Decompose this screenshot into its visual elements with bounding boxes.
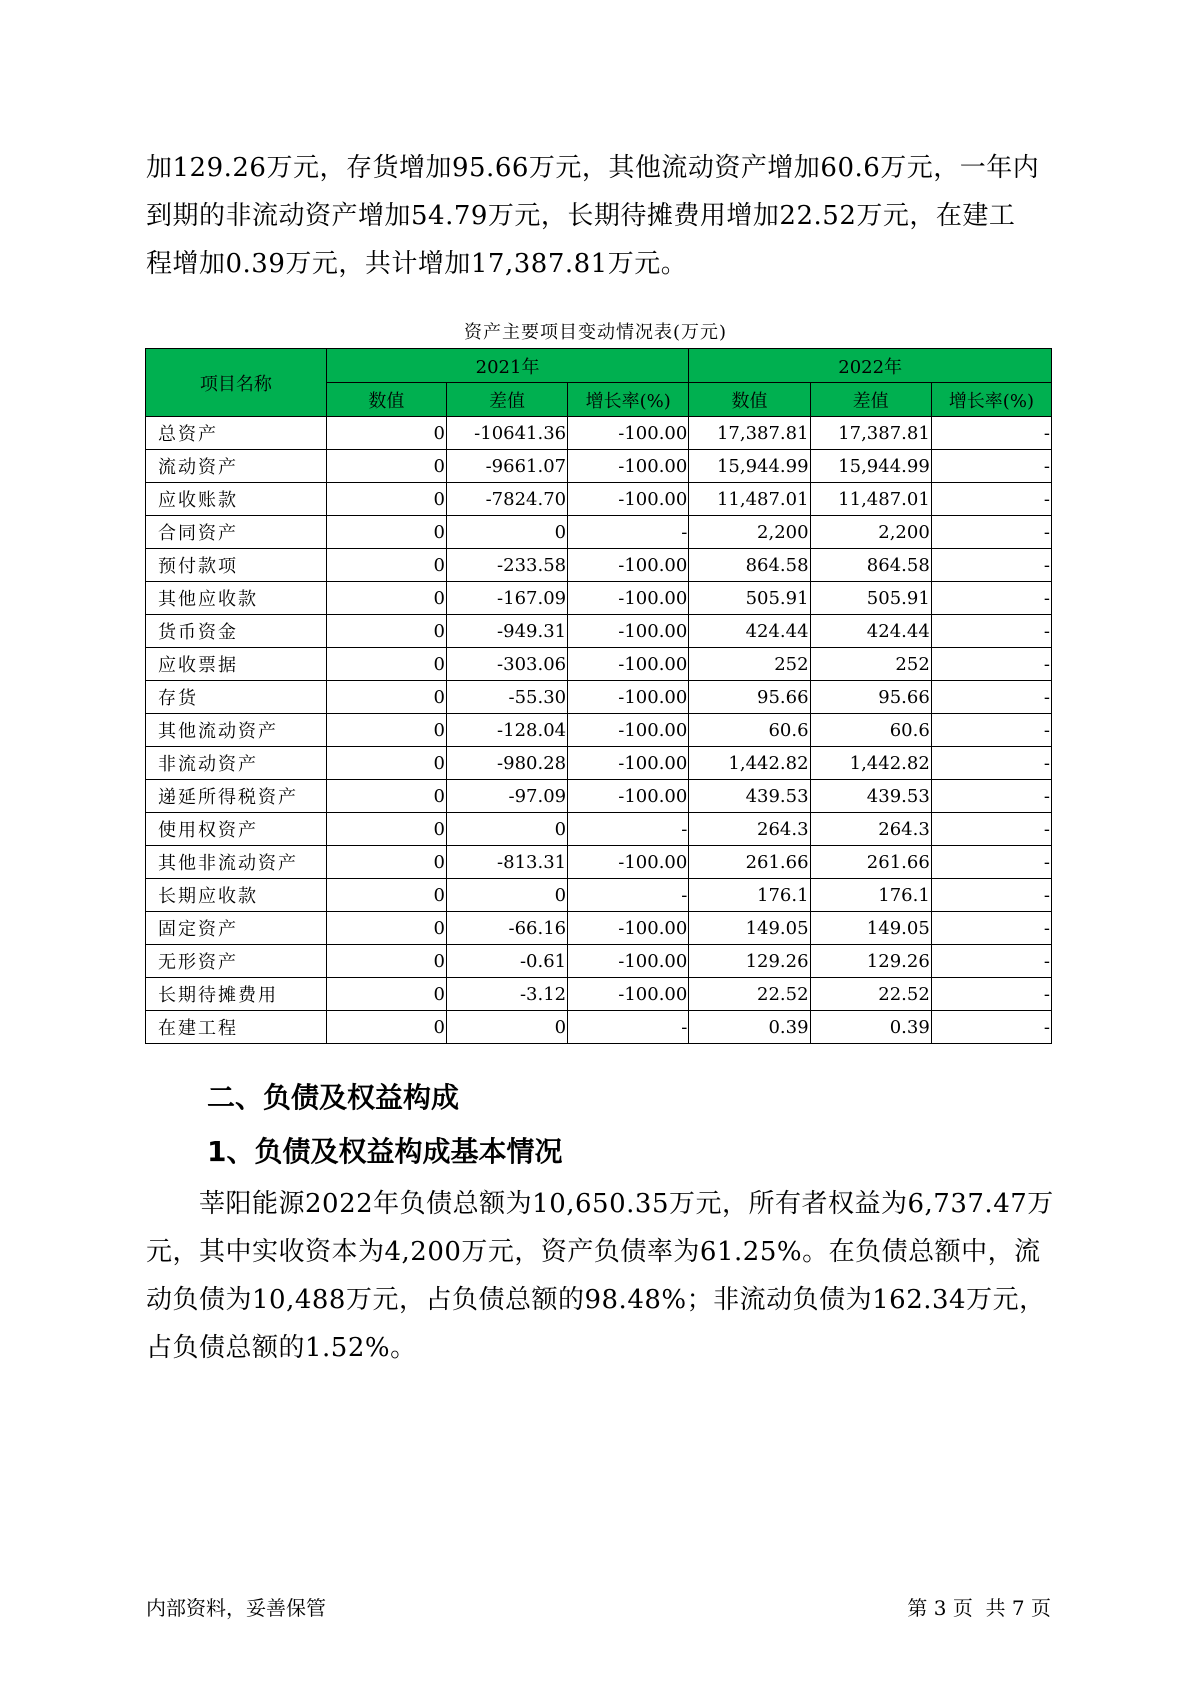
body-line: 动负债为10,488万元，占负债总额的98.48%；非流动负债为162.34万元， (146, 1285, 1046, 1315)
table-cell: 2,200 (689, 516, 810, 549)
header-year-2022: 2022年 (689, 349, 1052, 383)
row-item-name: 其他流动资产 (146, 714, 327, 747)
table-body (146, 417, 1052, 1044)
table-row (146, 615, 1052, 648)
table-cell: - (568, 879, 689, 912)
table-cell: -100.00 (568, 483, 689, 516)
table-row (146, 912, 1052, 945)
table-cell: -100.00 (568, 978, 689, 1011)
table-cell: -167.09 (446, 582, 567, 615)
table-row (146, 417, 1052, 450)
table-row (146, 582, 1052, 615)
table-row (146, 780, 1052, 813)
table-cell: 149.05 (689, 912, 810, 945)
table-cell: 0 (326, 648, 446, 681)
table-cell: 261.66 (689, 846, 810, 879)
table-cell: 129.26 (810, 945, 931, 978)
table-cell: -100.00 (568, 417, 689, 450)
table-cell: 0 (326, 549, 446, 582)
table-cell: - (931, 648, 1051, 681)
table-cell: - (931, 945, 1051, 978)
table-cell: 0 (326, 747, 446, 780)
table-cell: 0 (326, 582, 446, 615)
table-cell: 11,487.01 (810, 483, 931, 516)
table-cell: 864.58 (810, 549, 931, 582)
row-item-name: 总资产 (146, 417, 327, 450)
intro-line: 加129.26万元，存货增加95.66万元，其他流动资产增加60.6万元，一年内 (146, 153, 1040, 183)
table-cell: - (931, 1011, 1051, 1044)
table-cell: 0 (326, 813, 446, 846)
table-cell: -813.31 (446, 846, 567, 879)
subheader-diff: 差值 (446, 383, 567, 417)
body-line: 元，其中实收资本为4,200万元，资产负债率为61.25%。在负债总额中，流 (146, 1237, 1041, 1267)
table-cell: - (931, 483, 1051, 516)
table-cell: -949.31 (446, 615, 567, 648)
asset-change-table (145, 348, 1052, 1044)
table-cell: - (931, 417, 1051, 450)
table-cell: - (931, 549, 1051, 582)
table-cell: 1,442.82 (689, 747, 810, 780)
row-item-name: 无形资产 (146, 945, 327, 978)
table-row (146, 648, 1052, 681)
row-item-name: 应收票据 (146, 648, 327, 681)
table-cell: -100.00 (568, 945, 689, 978)
table-row (146, 1011, 1052, 1044)
table-cell: - (931, 846, 1051, 879)
footer-page-number: 第 3 页 共 7 页 (907, 1596, 1051, 1620)
table-cell: -233.58 (446, 549, 567, 582)
table-header-row (146, 349, 1052, 383)
header-year-2021: 2021年 (326, 349, 689, 383)
body-paragraph (146, 1180, 1054, 1372)
row-item-name: 非流动资产 (146, 747, 327, 780)
table-cell: 0 (326, 681, 446, 714)
table-row (146, 978, 1052, 1011)
table-cell: 252 (810, 648, 931, 681)
table-cell: 17,387.81 (810, 417, 931, 450)
table-cell: -7824.70 (446, 483, 567, 516)
subheader-value: 数值 (689, 383, 810, 417)
row-item-name: 货币资金 (146, 615, 327, 648)
table-cell: 0 (326, 483, 446, 516)
table-row (146, 483, 1052, 516)
table-cell: - (931, 813, 1051, 846)
table-cell: -100.00 (568, 714, 689, 747)
row-item-name: 长期应收款 (146, 879, 327, 912)
row-item-name: 使用权资产 (146, 813, 327, 846)
table-row (146, 945, 1052, 978)
table-cell: 0 (326, 417, 446, 450)
row-item-name: 预付款项 (146, 549, 327, 582)
table-cell: - (931, 516, 1051, 549)
row-item-name: 合同资产 (146, 516, 327, 549)
intro-paragraph (146, 144, 1051, 288)
table-cell: 424.44 (810, 615, 931, 648)
table-cell: 0 (326, 714, 446, 747)
table-cell: 15,944.99 (689, 450, 810, 483)
row-item-name: 应收账款 (146, 483, 327, 516)
table-cell: 176.1 (810, 879, 931, 912)
table-cell: 261.66 (810, 846, 931, 879)
subsection-heading: 1、负债及权益构成基本情况 (207, 1135, 563, 1168)
table-cell: 0 (326, 945, 446, 978)
table-row (146, 450, 1052, 483)
table-cell: -980.28 (446, 747, 567, 780)
table-row (146, 747, 1052, 780)
row-item-name: 其他非流动资产 (146, 846, 327, 879)
table-cell: 11,487.01 (689, 483, 810, 516)
table-cell: 505.91 (810, 582, 931, 615)
table-row (146, 549, 1052, 582)
footer-confidential-note: 内部资料，妥善保管 (146, 1596, 326, 1620)
table-cell: - (931, 615, 1051, 648)
body-line: 莘阳能源2022年负债总额为10,650.35万元，所有者权益为6,737.47万 (146, 1189, 1054, 1219)
table-cell: 264.3 (689, 813, 810, 846)
table-cell: -97.09 (446, 780, 567, 813)
table-cell: - (931, 747, 1051, 780)
table-cell: - (931, 780, 1051, 813)
table-cell: 129.26 (689, 945, 810, 978)
subheader-value: 数值 (326, 383, 446, 417)
table-cell: - (568, 1011, 689, 1044)
table-cell: -100.00 (568, 747, 689, 780)
table-cell: 95.66 (810, 681, 931, 714)
table-cell: 0 (326, 615, 446, 648)
table-cell: 60.6 (810, 714, 931, 747)
subheader-growth: 增长率(%) (931, 383, 1051, 417)
subheader-diff: 差值 (810, 383, 931, 417)
table-cell: 60.6 (689, 714, 810, 747)
table-cell: - (568, 813, 689, 846)
table-cell: -100.00 (568, 846, 689, 879)
table-cell: -100.00 (568, 648, 689, 681)
table-cell: 0 (326, 912, 446, 945)
table-cell: -100.00 (568, 912, 689, 945)
table-cell: -100.00 (568, 615, 689, 648)
table-cell: 149.05 (810, 912, 931, 945)
table-cell: 0 (446, 879, 567, 912)
table-cell: 505.91 (689, 582, 810, 615)
table-cell: -303.06 (446, 648, 567, 681)
table-cell: 95.66 (689, 681, 810, 714)
table-cell: -100.00 (568, 450, 689, 483)
table-row (146, 516, 1052, 549)
row-item-name: 流动资产 (146, 450, 327, 483)
table-cell: 0 (326, 780, 446, 813)
table-cell: 0 (326, 846, 446, 879)
intro-line: 程增加0.39万元，共计增加17,387.81万元。 (146, 249, 688, 279)
table-row (146, 813, 1052, 846)
table-cell: -66.16 (446, 912, 567, 945)
table-row (146, 846, 1052, 879)
table-row (146, 714, 1052, 747)
header-item-name: 项目名称 (146, 349, 327, 417)
table-cell: -128.04 (446, 714, 567, 747)
table-cell: 15,944.99 (810, 450, 931, 483)
table-cell: 0 (326, 1011, 446, 1044)
table-cell: -55.30 (446, 681, 567, 714)
table-cell: 439.53 (810, 780, 931, 813)
intro-line: 到期的非流动资产增加54.79万元，长期待摊费用增加22.52万元，在建工 (146, 201, 1016, 231)
table-cell: 0 (326, 879, 446, 912)
table-cell: 252 (689, 648, 810, 681)
row-item-name: 其他应收款 (146, 582, 327, 615)
table-cell: 176.1 (689, 879, 810, 912)
table-cell: -100.00 (568, 549, 689, 582)
table-cell: 2,200 (810, 516, 931, 549)
row-item-name: 在建工程 (146, 1011, 327, 1044)
table-cell: 0 (326, 516, 446, 549)
table-cell: - (931, 450, 1051, 483)
table-cell: 424.44 (689, 615, 810, 648)
table-cell: - (931, 681, 1051, 714)
table-cell: 22.52 (689, 978, 810, 1011)
table-cell: -100.00 (568, 780, 689, 813)
table-cell: 0 (446, 813, 567, 846)
subheader-growth: 增长率(%) (568, 383, 689, 417)
table-cell: -3.12 (446, 978, 567, 1011)
table-cell: 0 (326, 450, 446, 483)
table-row (146, 879, 1052, 912)
row-item-name: 存货 (146, 681, 327, 714)
row-item-name: 递延所得税资产 (146, 780, 327, 813)
table-cell: 0 (446, 516, 567, 549)
table-caption: 资产主要项目变动情况表(万元) (463, 322, 728, 343)
table-cell: - (931, 714, 1051, 747)
table-cell: 439.53 (689, 780, 810, 813)
body-line: 占负债总额的1.52%。 (146, 1333, 417, 1363)
table-cell: 264.3 (810, 813, 931, 846)
table-cell: - (568, 516, 689, 549)
section-heading: 二、负债及权益构成 (207, 1081, 460, 1114)
table-cell: 17,387.81 (689, 417, 810, 450)
table-cell: - (931, 912, 1051, 945)
table-cell: -100.00 (568, 681, 689, 714)
table-cell: 0.39 (689, 1011, 810, 1044)
row-item-name: 固定资产 (146, 912, 327, 945)
table-cell: - (931, 582, 1051, 615)
table-cell: -9661.07 (446, 450, 567, 483)
table-cell: 864.58 (689, 549, 810, 582)
table-cell: 1,442.82 (810, 747, 931, 780)
table-row (146, 681, 1052, 714)
table-cell: - (931, 978, 1051, 1011)
table-cell: 0 (326, 978, 446, 1011)
table-cell: 0 (446, 1011, 567, 1044)
table-cell: -10641.36 (446, 417, 567, 450)
row-item-name: 长期待摊费用 (146, 978, 327, 1011)
table-cell: -100.00 (568, 582, 689, 615)
table-cell: 22.52 (810, 978, 931, 1011)
table-cell: 0.39 (810, 1011, 931, 1044)
table-cell: -0.61 (446, 945, 567, 978)
table-cell: - (931, 879, 1051, 912)
